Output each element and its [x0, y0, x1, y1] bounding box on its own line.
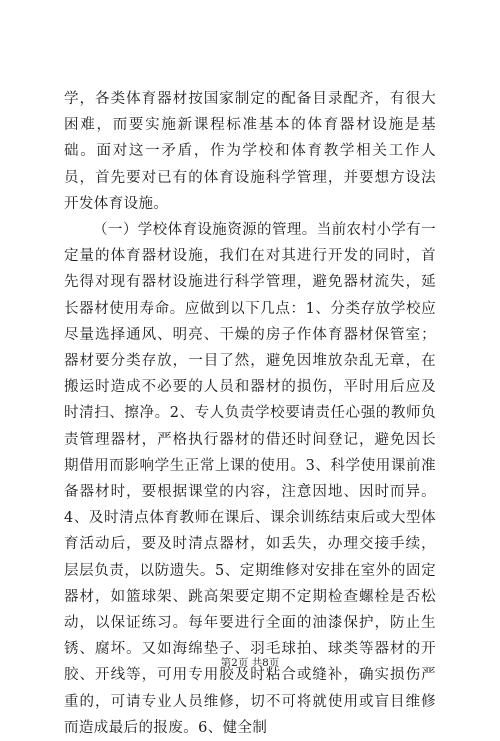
- document-body: [64, 86, 436, 741]
- page-number-footer: 第2页 共8页: [220, 657, 280, 669]
- paragraph-2: （一）学校体育设施资源的管理。当前农村小学有一定量的体育器材设施，我们在对其进行开发的同时，首先得对现有器材设施进行科学管理，避免器材流失，延长器材使用寿命。应做到以下几点：1、分类存放学校应尽量选择通风、明亮、干燥的房子作体育器材保管室；器材要分类存放，一目了然，避免因堆放杂乱无章，在搬运时造成不必要的人员和器材的损伤，平时用后应及时清扫、擦净。2、专人负责学校要请责任心强的教师负责管理器材，严格执行器材的借还时间登记，避免因长期借用而影响学生正常上课的使用。3、科学使用课前准备器材时，要根据课堂的内容，注意因地、因时而异。4、及时清点体育教师在课后、课余训练结束后或大型体育活动后，要及时清点器材，如丢失，办理交接手续，层层负责，以防遗失。5、定期维修对安排在室外的固定器材，如篮球架、跳高架要定期不定期检查螺栓是否松动，以保证练习。每年要进行全面的油漆保护，防止生锈、腐坏。又如海绵垫子、羽毛球拍、球类等器材的开胶、开线等，可用专用胶及时粘合或缝补，确实损伤严重的，可请专业人员维修，切不可将就使用或盲目维修而造成最后的报废。6、健全制: [64, 222, 436, 736]
- paragraph-1: 学，各类体育器材按国家制定的配备目录配齐，有很大困难，而要实施新课程标准基本的体育器材设施是基础。面对这一矛盾，作为学校和体育教学相关工作人员，首先要对已有的体育设施科学管理，并要想方设法开发体育设施。: [64, 91, 436, 212]
